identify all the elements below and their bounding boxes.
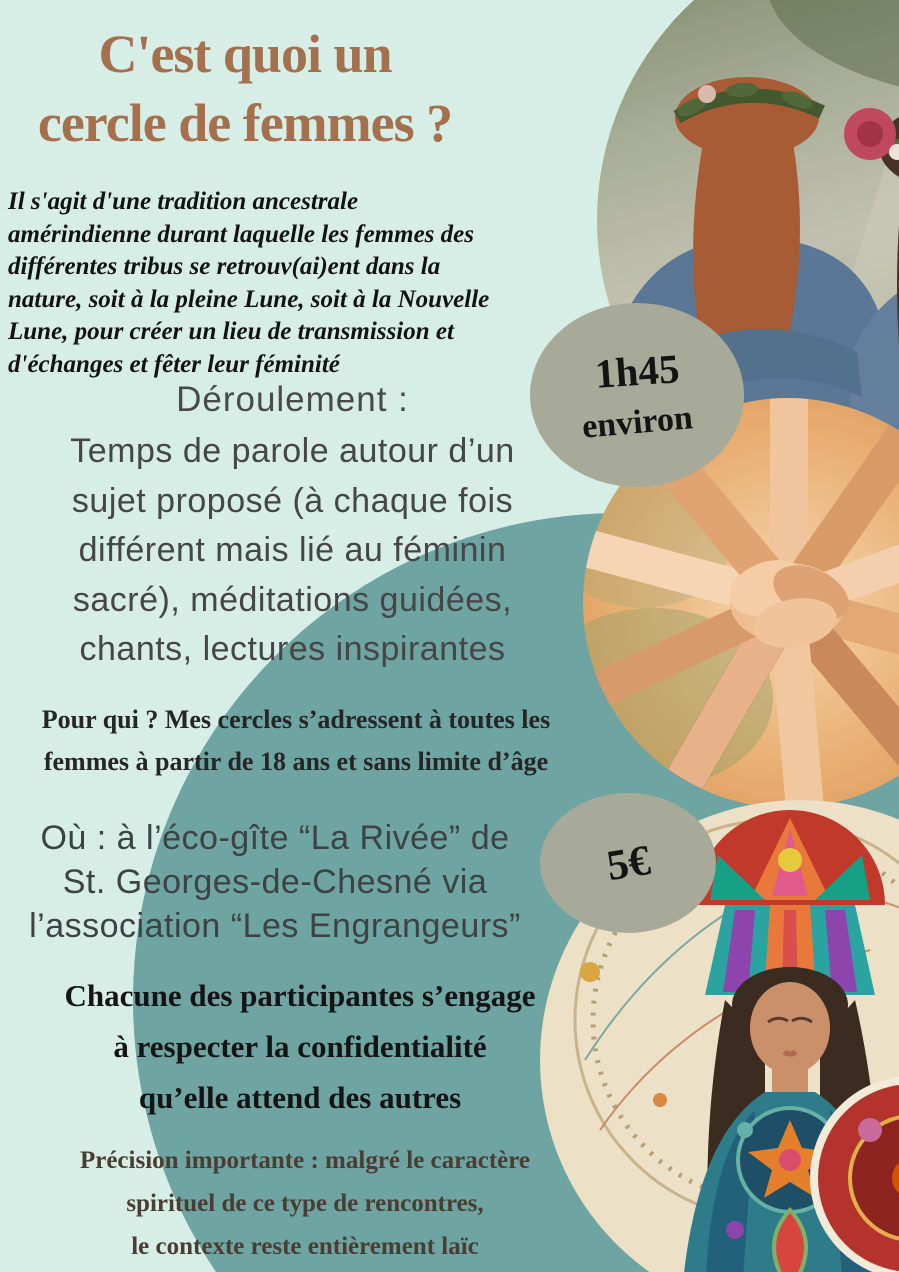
intro-line: Il s'agit d'une tradition ancestrale [8,188,359,215]
deroulement-line: sujet proposé (à chaque fois [71,481,514,520]
intro-paragraph [8,186,489,381]
engagement-line: à respecter la confidentialité [113,1029,487,1064]
deroulement-line: chants, lectures inspirantes [79,630,506,668]
location-line: Où : à l’éco-gîte “La Rivée” de [40,819,510,857]
title-line: C'est quoi un [98,24,392,84]
deroulement-text [0,427,585,675]
location-line: l’association “Les Engrangeurs” [29,907,521,945]
precision-line: le contexte reste entièrement laïc [131,1233,479,1260]
precision-line: spirituel de ce type de rencontres, [126,1190,484,1217]
gold-dot [653,1093,667,1107]
price-badge [540,793,716,933]
title-line: cercle de femmes ? [37,93,453,153]
deroulement-line: sacré), méditations guidées, [72,580,513,619]
duration-label: environ [580,398,694,446]
price-value: 5€ [603,836,653,890]
dress-dot [726,1221,744,1239]
pour-qui-line: femmes à partir de 18 ans et sans limite d’âge [43,747,549,776]
intro-line: d'échanges et fêter leur féminité [8,350,340,378]
location-text [0,816,550,948]
face [750,982,830,1074]
dress-dot [737,1122,753,1138]
engagement-line: qu’elle attend des autres [138,1080,462,1115]
duration-value: 1h45 [593,344,681,397]
chest-star-center [779,1149,801,1171]
neck [772,1065,808,1095]
pour-qui-text [0,699,592,783]
intro-line: nature, soit à la pleine Lune, soit à la Nouvelle [8,285,490,313]
intro-line: amérindienne durant laquelle les femmes des [8,220,474,248]
engagement-line: Chacune des participantes s’engage [64,978,536,1013]
precision-text [0,1139,610,1268]
deroulement-heading: Déroulement : [176,380,409,419]
page-title [0,20,490,158]
rose-center [857,121,883,147]
lips [784,1052,796,1054]
precision-line: Précision importante : malgré le caractère [79,1147,531,1174]
intro-line: différentes tribus se retrouv(ai)ent dans la [8,253,441,280]
small-flower [698,85,716,103]
pour-qui-line: Pour qui ? Mes cercles s’adressent à toutes les [41,705,551,734]
deroulement-line: différent mais lié au féminin [78,531,507,569]
deroulement-line: Temps de parole autour d’un [70,432,515,470]
intro-line: Lune, pour créer un lieu de transmission et [8,318,454,345]
location-line: St. Georges-de-Chesné via [62,863,488,901]
engagement-text [0,970,600,1123]
